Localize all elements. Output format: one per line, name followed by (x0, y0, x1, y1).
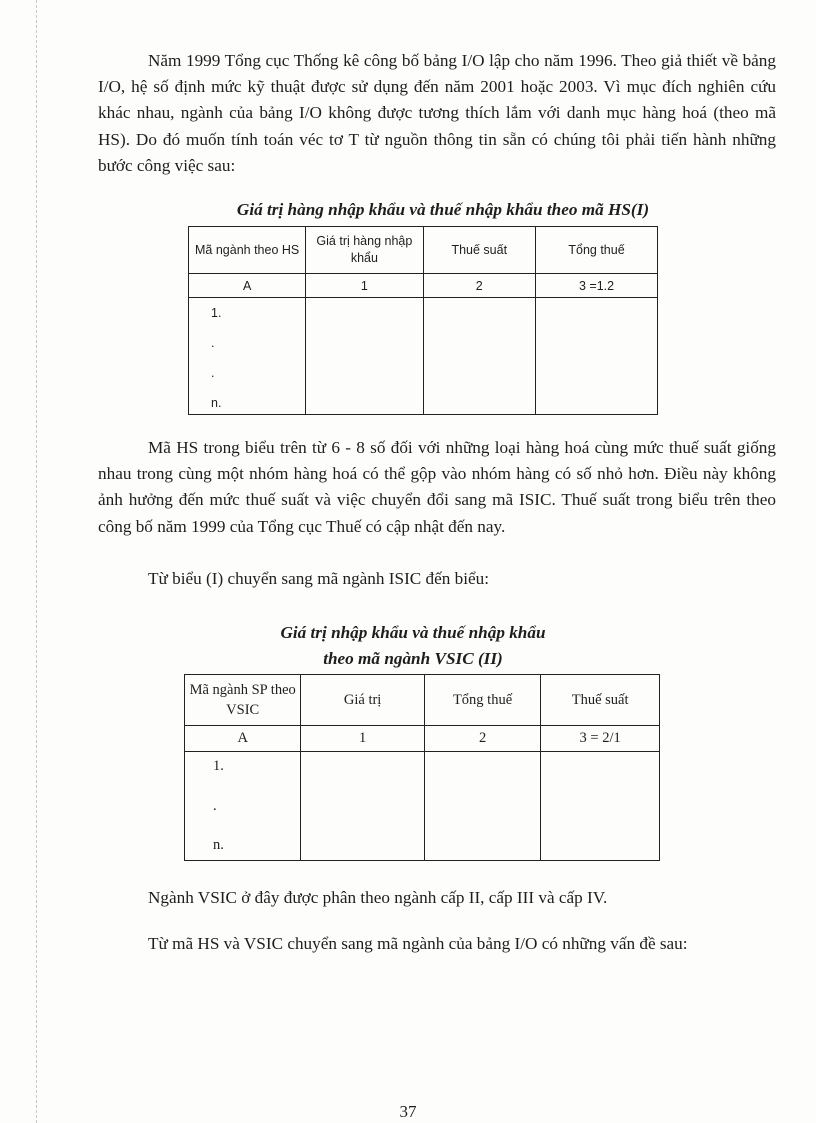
table2-empty-cell (301, 752, 425, 861)
table1-header-cell: Tổng thuế (536, 227, 658, 274)
table2-header-cell: Thuế suất (541, 675, 660, 726)
table2-caption (98, 620, 776, 672)
table2-row-label: n. (213, 837, 224, 854)
table1-index-cell: 3 =1.2 (536, 274, 658, 298)
table2-row-label: 1. (213, 758, 224, 775)
table1-row-label: n. (211, 396, 222, 411)
paragraph-intro: Năm 1999 Tổng cục Thống kê công bố bảng I/O lập cho năm 1996. Theo giả thiết về bảng I/O, hệ số định mức kỹ thuật được sử dụng đến năm 2001 hoặc 2003. Vì mục đích nghiên cứu khác nhau, ngành của bảng I/O không được tương thích lắm với danh mục hàng hoá (theo mã HS). Do đó muốn tính toán véc tơ T từ nguồn thông tin sẵn có chúng tôi phải tiến hành những bước công việc sau: (98, 51, 776, 175)
table1-index-row (189, 274, 658, 298)
table2-index-cell: 2 (424, 726, 540, 752)
table1-row-label: . (211, 336, 215, 351)
table1-caption: Giá trị hàng nhập khẩu và thuế nhập khẩu theo mã HS(I) (236, 200, 650, 220)
table2-index-cell: 1 (301, 726, 425, 752)
paragraph-transition: Từ biểu (I) chuyển sang mã ngành ISIC đến biểu: (148, 568, 490, 588)
table-import-hs (188, 226, 658, 415)
table2-header-row (185, 675, 660, 726)
table2-index-cell: A (185, 726, 301, 752)
table1-empty-cell (306, 298, 423, 415)
document-page (98, 38, 776, 957)
table1-index-cell: 2 (423, 274, 536, 298)
table1-row-label: . (211, 366, 215, 381)
table2-empty-cell (424, 752, 540, 861)
table2-body-row (185, 752, 660, 861)
table2-caption-line2: theo mã ngành VSIC (II) (323, 649, 503, 669)
table1-body-row (189, 298, 658, 415)
table1-header-row (189, 227, 658, 274)
table2-header-cell: Tổng thuế (424, 675, 540, 726)
table1-row-label: 1. (211, 306, 222, 321)
table1-row-labels (189, 298, 306, 415)
paragraph-conversion-issues: Từ mã HS và VSIC chuyển sang mã ngành của bảng I/O có những vấn đề sau: (148, 934, 688, 954)
table1-empty-cell (423, 298, 536, 415)
table1-index-cell: A (189, 274, 306, 298)
table1-header-cell: Mã ngành theo HS (189, 227, 306, 274)
table2-caption-line1: Giá trị nhập khẩu và thuế nhập khẩu (280, 623, 546, 643)
paragraph-vsic-levels: Ngành VSIC ở đây được phân theo ngành cấp II, cấp III và cấp IV. (148, 888, 608, 908)
table-import-vsic (184, 674, 660, 861)
table1-header-cell: Thuế suất (423, 227, 536, 274)
table2-empty-cell (541, 752, 660, 861)
table2-index-cell: 3 = 2/1 (541, 726, 660, 752)
table2-row-labels (185, 752, 301, 861)
table1-index-cell: 1 (306, 274, 423, 298)
table1-header-cell: Giá trị hàng nhập khẩu (306, 227, 423, 274)
table2-row-label: . (213, 797, 217, 814)
table2-header-cell: Mã ngành SP theo VSIC (185, 675, 301, 726)
binding-margin-line (36, 0, 37, 1123)
table1-empty-cell (536, 298, 658, 415)
table2-header-cell: Giá trị (301, 675, 425, 726)
table2-index-row (185, 726, 660, 752)
paragraph-hs-note: Mã HS trong biểu trên từ 6 - 8 số đối với những loại hàng hoá cùng mức thuế suất giống nhau trong cùng một nhóm hàng hoá có thể gộp vào nhóm hàng có số nhỏ hơn. Điều này không ảnh hưởng đến mức thuế suất và việc chuyển đổi sang mã ISIC. Thuế suất trong biểu trên theo công bố năm 1999 của Tổng cục Thuế có cập nhật đến nay. (98, 438, 776, 536)
page-number: 37 (399, 1102, 417, 1121)
